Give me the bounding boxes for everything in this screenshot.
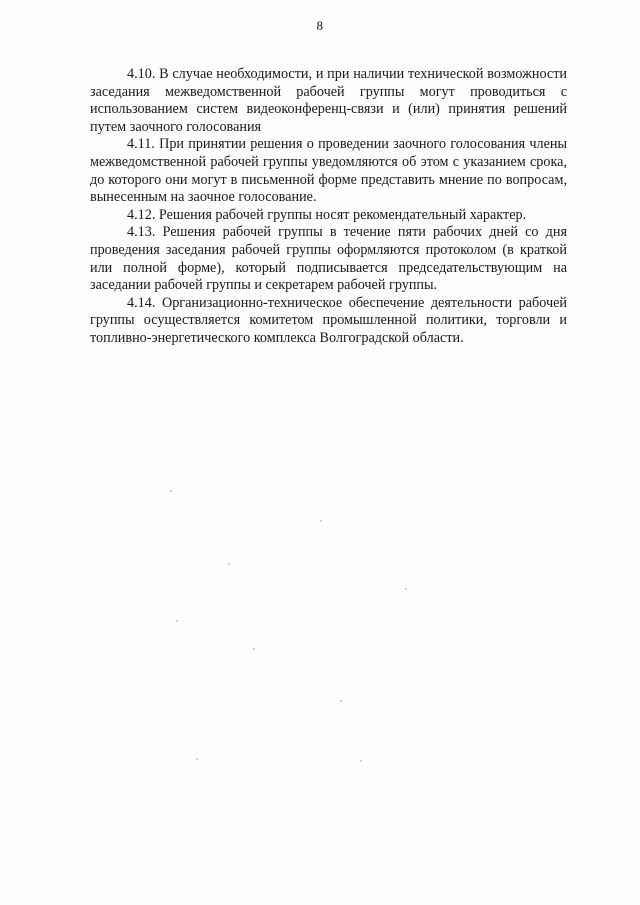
page-number: 8	[316, 18, 324, 33]
scan-speck	[340, 700, 342, 702]
scan-speck	[196, 758, 198, 760]
scan-speck	[228, 563, 230, 565]
paragraph-4-10: 4.10. В случае необходимости, и при наличии технической возможности заседания межведомственной рабочей группы могут проводиться с использованием систем видеоконференц-связи и (или) принятия решений путем заочного голосования	[90, 66, 567, 135]
scan-speck	[176, 620, 178, 622]
scan-speck	[320, 520, 322, 522]
paragraph-4-14: 4.14. Организационно-техническое обеспечение деятельности рабочей группы осуществляется комитетом промышленной политики, торговли и топливно-энергетического комплекса Волгоградской области.	[90, 294, 567, 346]
paragraph-4-12: 4.12. Решения рабочей группы носят рекомендательный характер.	[127, 206, 527, 223]
scan-speck	[170, 490, 172, 492]
scan-speck	[360, 760, 362, 762]
paragraph-4-13: 4.13. Решения рабочей группы в течение пяти рабочих дней со дня проведения заседания рабочей группы оформляются протоколом (в краткой или полной форме), который подписывается председательствующим на заседании рабочей группы и секретарем рабочей группы.	[90, 224, 567, 294]
scan-speck	[253, 648, 255, 650]
document-body	[90, 66, 567, 348]
scan-speck	[405, 588, 407, 590]
paragraph-4-11: 4.11. При принятии решения о проведении заочного голосования члены межведомственной рабочей группы уведомляются об этом с указанием срока, до которого они могут в письменной форме представить мнение по вопросам, вынесенным на заочное голосование.	[90, 136, 567, 206]
